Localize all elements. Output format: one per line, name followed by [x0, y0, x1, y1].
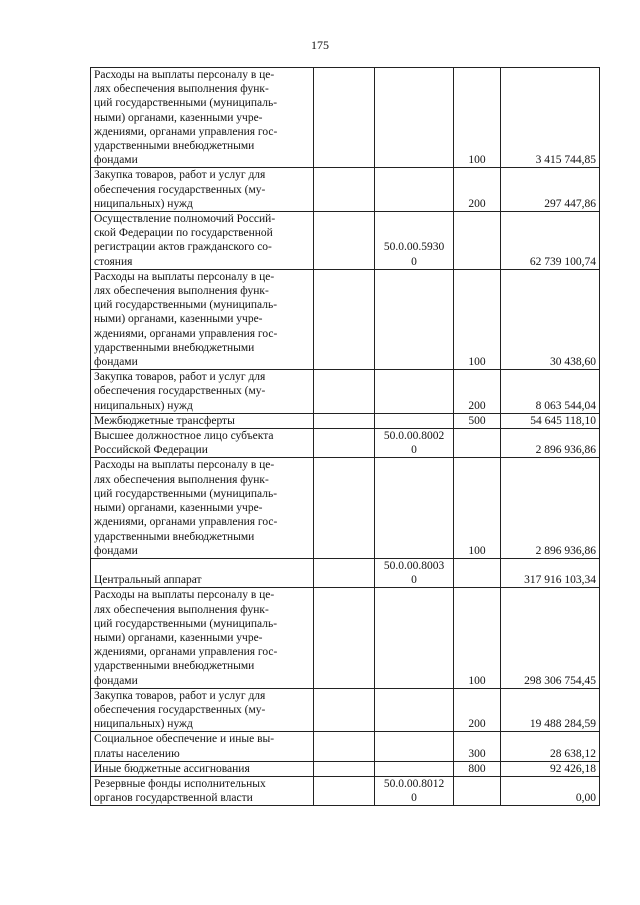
row-type-text: 200: [468, 197, 486, 210]
row-type-text: 800: [468, 762, 486, 775]
table-row: [91, 68, 600, 168]
row-type-cell: [454, 761, 501, 776]
row-name-text: Межбюджетные трансферты: [94, 414, 235, 427]
row-name-text: Социальное обеспечение и иные вы- платы населению: [94, 733, 275, 760]
row-name-text: Расходы на выплаты персоналу в це- лях обеспечения выполнения функ- ций государственными (муниципаль- ными) органами, казенными учре- ждениями, органами управления гос- ударственными внебюджетными фондами: [94, 270, 278, 369]
row-name-cell: [91, 776, 314, 805]
budget-table: [90, 67, 600, 806]
row-empty-cell: [314, 68, 375, 168]
row-type-cell: [454, 732, 501, 761]
row-code-cell: [375, 68, 454, 168]
row-amount-cell: [501, 458, 600, 558]
row-code-text: 50.0.00.8012 0: [383, 777, 445, 805]
table-row: [91, 212, 600, 270]
row-amount-text: 297 447,86: [544, 197, 596, 210]
row-empty-cell: [314, 212, 375, 270]
row-name-cell: [91, 68, 314, 168]
row-amount-text: 30 438,60: [550, 356, 596, 369]
row-amount-cell: [501, 558, 600, 587]
row-name-text: Осуществление полномочий Россий- ской Федерации по государственной регистрации актов гражданского со- стояния: [94, 213, 276, 268]
row-type-text: 200: [468, 718, 486, 731]
table-row: [91, 588, 600, 688]
row-amount-text: 92 426,18: [550, 762, 596, 775]
row-type-cell: [454, 588, 501, 688]
row-code-cell: [375, 168, 454, 212]
row-code-text: 50.0.00.8003 0: [383, 559, 445, 587]
row-code-cell: [375, 413, 454, 428]
row-amount-text: 2 896 936,86: [535, 444, 596, 457]
row-type-cell: [454, 68, 501, 168]
row-code-cell: [375, 761, 454, 776]
table-row: [91, 370, 600, 414]
row-empty-cell: [314, 688, 375, 732]
row-type-cell: [454, 558, 501, 587]
row-amount-text: 317 916 103,34: [524, 574, 596, 587]
row-empty-cell: [314, 413, 375, 428]
row-amount-cell: [501, 413, 600, 428]
row-amount-text: 62 739 100,74: [529, 255, 596, 268]
row-amount-cell: [501, 269, 600, 369]
row-code-cell: [375, 688, 454, 732]
row-amount-text: 54 645 118,10: [530, 414, 596, 427]
row-name-cell: [91, 168, 314, 212]
row-name-text: Резервные фонды исполнительных органов государственной власти: [94, 777, 266, 805]
row-amount-cell: [501, 212, 600, 270]
row-type-cell: [454, 269, 501, 369]
row-code-cell: [375, 732, 454, 761]
row-amount-cell: [501, 68, 600, 168]
row-amount-text: 2 896 936,86: [535, 544, 596, 557]
row-name-cell: [91, 761, 314, 776]
row-amount-cell: [501, 688, 600, 732]
table-row: [91, 558, 600, 587]
row-name-text: Закупка товаров, работ и услуг для обеспечения государственных (му- ниципальных) нужд: [94, 689, 266, 731]
row-type-text: 100: [468, 154, 486, 167]
row-amount-cell: [501, 168, 600, 212]
row-type-cell: [454, 458, 501, 558]
row-amount-cell: [501, 776, 600, 805]
row-code-cell: [375, 776, 454, 805]
row-code-cell: [375, 269, 454, 369]
row-amount-cell: [501, 370, 600, 414]
row-amount-cell: [501, 732, 600, 761]
row-name-text: Высшее должностное лицо субъекта Российской Федерации: [94, 430, 274, 457]
row-code-cell: [375, 558, 454, 587]
row-name-cell: [91, 458, 314, 558]
row-amount-text: 0,00: [575, 792, 596, 805]
row-name-text: Закупка товаров, работ и услуг для обеспечения государственных (му- ниципальных) нужд: [94, 169, 266, 210]
row-amount-cell: [501, 588, 600, 688]
row-type-text: 200: [468, 399, 486, 412]
row-empty-cell: [314, 429, 375, 458]
row-type-text: 500: [468, 414, 486, 427]
table-row: [91, 413, 600, 428]
row-amount-cell: [501, 429, 600, 458]
row-name-cell: [91, 269, 314, 369]
row-code-cell: [375, 212, 454, 270]
row-type-cell: [454, 168, 501, 212]
row-empty-cell: [314, 761, 375, 776]
row-name-text: Иные бюджетные ассигнования: [94, 762, 250, 775]
row-amount-text: 8 063 544,04: [535, 399, 596, 412]
row-code-cell: [375, 588, 454, 688]
row-code-text: 50.0.00.5930 0: [383, 241, 445, 268]
row-empty-cell: [314, 370, 375, 414]
row-type-text: 100: [468, 356, 486, 369]
table-row: [91, 688, 600, 732]
row-name-cell: [91, 732, 314, 761]
row-empty-cell: [314, 458, 375, 558]
row-type-cell: [454, 413, 501, 428]
row-type-cell: [454, 776, 501, 805]
budget-table-body: [91, 68, 600, 806]
row-name-text: Расходы на выплаты персоналу в це- лях обеспечения выполнения функ- ций государственными (муниципаль- ными) органами, казенными учре- ждениями, органами управления гос- ударственными внебюджетными фондами: [94, 589, 278, 687]
row-amount-text: 28 638,12: [550, 747, 596, 760]
row-code-text: 50.0.00.8002 0: [383, 430, 445, 457]
row-empty-cell: [314, 168, 375, 212]
row-type-text: 100: [468, 544, 486, 557]
row-name-cell: [91, 688, 314, 732]
row-empty-cell: [314, 776, 375, 805]
row-type-text: 100: [468, 674, 486, 687]
row-name-cell: [91, 413, 314, 428]
row-code-cell: [375, 458, 454, 558]
page-number: 175: [311, 38, 329, 52]
row-type-cell: [454, 370, 501, 414]
row-empty-cell: [314, 588, 375, 688]
row-name-cell: [91, 212, 314, 270]
row-amount-text: 19 488 284,59: [529, 718, 596, 731]
row-name-text: Расходы на выплаты персоналу в це- лях обеспечения выполнения функ- ций государственными (муниципаль- ными) органами, казенными учре- ждениями, органами управления гос- ударственными внебюджетными фондами: [94, 69, 278, 167]
row-type-cell: [454, 429, 501, 458]
row-amount-cell: [501, 761, 600, 776]
row-code-cell: [375, 429, 454, 458]
row-empty-cell: [314, 558, 375, 587]
table-row: [91, 776, 600, 805]
table-row: [91, 429, 600, 458]
row-name-text: Центральный аппарат: [94, 574, 202, 587]
row-type-cell: [454, 688, 501, 732]
table-row: [91, 269, 600, 369]
table-row: [91, 168, 600, 212]
row-empty-cell: [314, 732, 375, 761]
row-name-cell: [91, 558, 314, 587]
row-name-cell: [91, 370, 314, 414]
row-name-text: Расходы на выплаты персоналу в це- лях обеспечения выполнения функ- ций государственными (муниципаль- ными) органами, казенными учре- ждениями, органами управления гос- ударственными внебюджетными фондами: [94, 459, 278, 557]
table-row: [91, 732, 600, 761]
row-empty-cell: [314, 269, 375, 369]
table-row: [91, 458, 600, 558]
row-name-text: Закупка товаров, работ и услуг для обеспечения государственных (му- ниципальных) нужд: [94, 371, 266, 412]
row-amount-text: 298 306 754,45: [524, 674, 596, 687]
row-amount-text: 3 415 744,85: [535, 154, 596, 167]
row-type-text: 300: [468, 747, 486, 760]
row-name-cell: [91, 588, 314, 688]
row-code-cell: [375, 370, 454, 414]
row-name-cell: [91, 429, 314, 458]
row-type-cell: [454, 212, 501, 270]
table-row: [91, 761, 600, 776]
